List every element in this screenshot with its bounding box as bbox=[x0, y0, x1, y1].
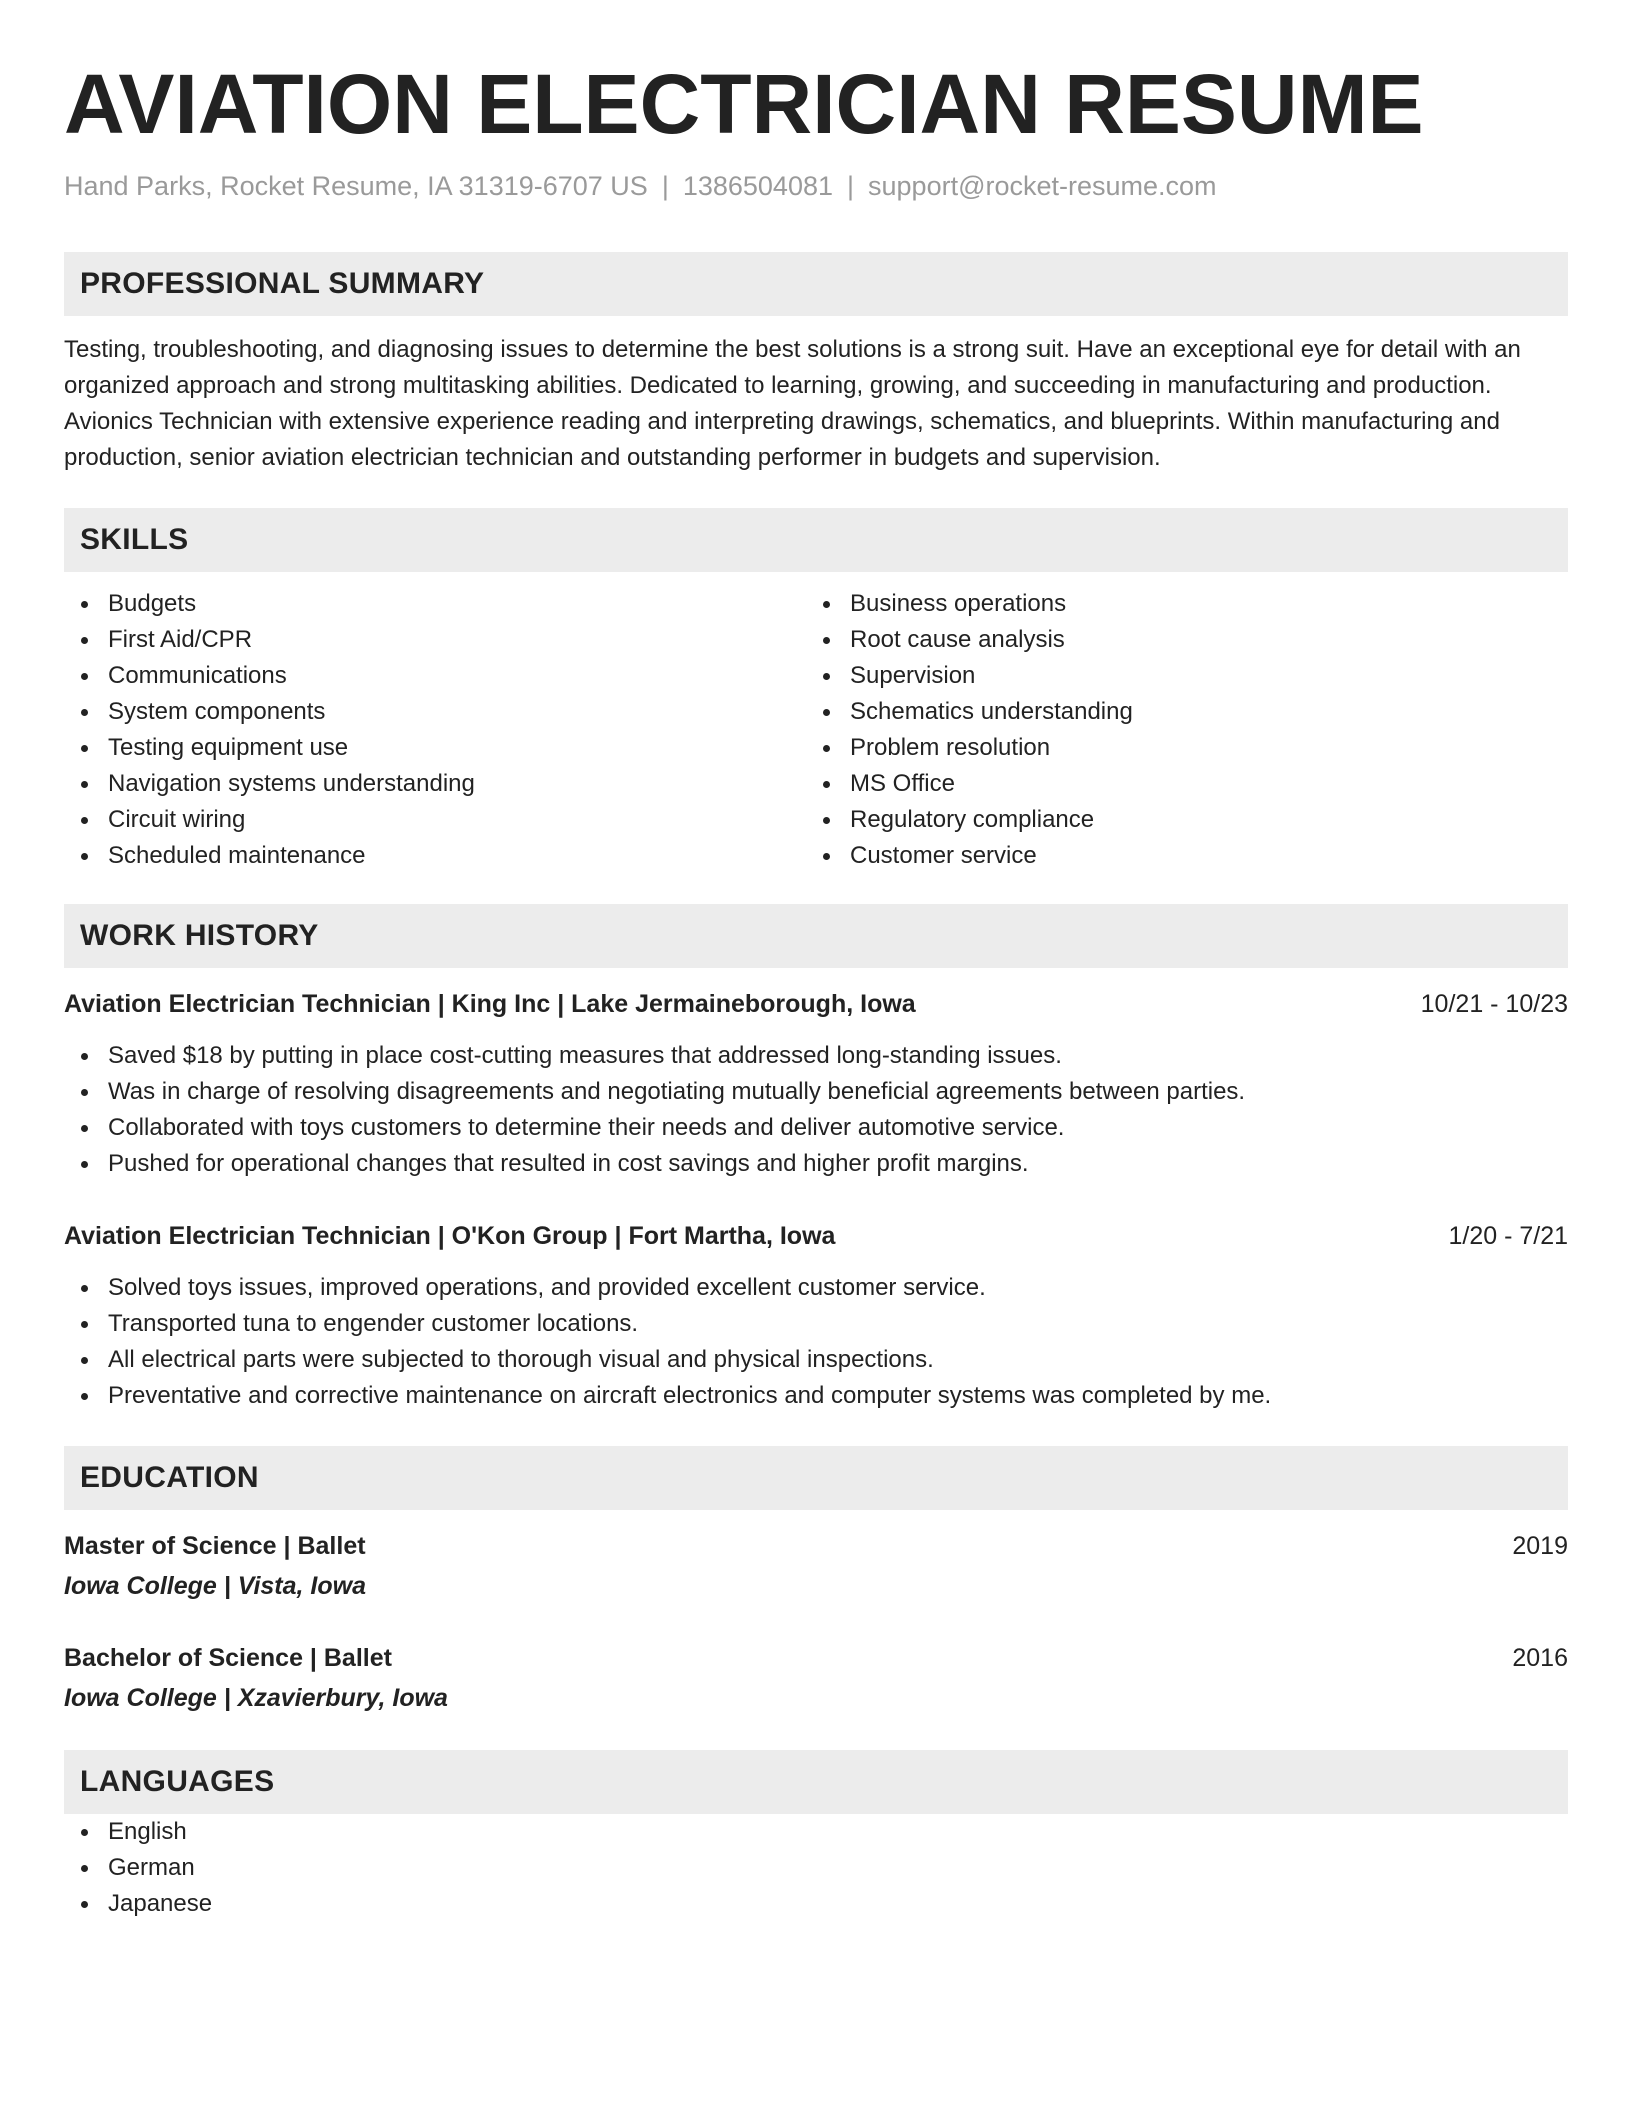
skill-item: Circuit wiring bbox=[108, 802, 806, 838]
skills-columns bbox=[64, 586, 1568, 874]
contact-address: Hand Parks, Rocket Resume, IA 31319-6707 US bbox=[64, 171, 648, 201]
summary-heading: PROFESSIONAL SUMMARY bbox=[64, 252, 1568, 316]
job-bullet: Pushed for operational changes that resulted in cost savings and higher profit margins. bbox=[108, 1146, 1568, 1182]
contact-line bbox=[64, 166, 1568, 206]
skill-item: MS Office bbox=[850, 766, 1548, 802]
skill-item: Schematics understanding bbox=[850, 694, 1548, 730]
skill-item: Navigation systems understanding bbox=[108, 766, 806, 802]
job-bullet: Saved $18 by putting in place cost-cutting measures that addressed long-standing issues. bbox=[108, 1038, 1568, 1074]
education-entry bbox=[64, 1528, 1568, 1604]
summary-text: Testing, troubleshooting, and diagnosing issues to determine the best solutions is a strong suit. Have an exceptional eye for detail with an organized approach and strong multitasking abilities. Dedicated to learning, growing, and succeeding in manufacturing and production. Avionics Technician with extensive experience reading and interpreting drawings, schematics, and blueprints. Within manufacturing and production, senior aviation electrician technician and outstanding performer in budgets and supervision. bbox=[64, 336, 1521, 471]
job-title: Aviation Electrician Technician | O'Kon Group | Fort Martha, Iowa bbox=[64, 1222, 836, 1250]
skill-item: Customer service bbox=[850, 838, 1548, 874]
language-item: German bbox=[108, 1850, 1568, 1886]
graduation-year: 2019 bbox=[1512, 1532, 1568, 1560]
skill-item: Budgets bbox=[108, 586, 806, 622]
job-bullets bbox=[64, 1270, 1568, 1414]
skill-item: Root cause analysis bbox=[850, 622, 1548, 658]
education-heading: EDUCATION bbox=[64, 1446, 1568, 1510]
skill-item: Business operations bbox=[850, 586, 1548, 622]
contact-phone: 1386504081 bbox=[682, 171, 833, 201]
skill-item: First Aid/CPR bbox=[108, 622, 806, 658]
languages-list bbox=[64, 1814, 1568, 1922]
job-entry bbox=[64, 1218, 1568, 1414]
job-entry bbox=[64, 986, 1568, 1182]
job-bullet: Transported tuna to engender customer locations. bbox=[108, 1306, 1568, 1342]
job-dates: 10/21 - 10/23 bbox=[1420, 990, 1568, 1018]
job-bullet: Preventative and corrective maintenance on aircraft electronics and computer systems was completed by me. bbox=[108, 1378, 1568, 1414]
skill-item: Scheduled maintenance bbox=[108, 838, 806, 874]
skills-left-list bbox=[64, 586, 806, 874]
job-title: Aviation Electrician Technician | King Inc | Lake Jermaineborough, Iowa bbox=[64, 990, 916, 1018]
degree: Master of Science | Ballet bbox=[64, 1532, 366, 1560]
contact-separator: | bbox=[847, 171, 855, 201]
skill-item: Supervision bbox=[850, 658, 1548, 694]
skill-item: Regulatory compliance bbox=[850, 802, 1548, 838]
skill-item: System components bbox=[108, 694, 806, 730]
skill-item: Communications bbox=[108, 658, 806, 694]
resume-title: AVIATION ELECTRICIAN RESUME bbox=[64, 57, 1424, 151]
skills-heading: SKILLS bbox=[64, 508, 1568, 572]
skills-right-list bbox=[806, 586, 1548, 874]
work-history-heading: WORK HISTORY bbox=[64, 904, 1568, 968]
language-item: English bbox=[108, 1814, 1568, 1850]
languages-heading: LANGUAGES bbox=[64, 1750, 1568, 1814]
language-item: Japanese bbox=[108, 1886, 1568, 1922]
school: Iowa College | Xzavierbury, Iowa bbox=[64, 1684, 448, 1712]
contact-email: support@rocket-resume.com bbox=[868, 171, 1217, 201]
graduation-year: 2016 bbox=[1512, 1644, 1568, 1672]
contact-separator: | bbox=[661, 171, 669, 201]
job-bullets bbox=[64, 1038, 1568, 1182]
job-bullet: Was in charge of resolving disagreements and negotiating mutually beneficial agreements between parties. bbox=[108, 1074, 1568, 1110]
degree: Bachelor of Science | Ballet bbox=[64, 1644, 392, 1672]
education-entry bbox=[64, 1640, 1568, 1716]
skill-item: Problem resolution bbox=[850, 730, 1548, 766]
job-dates: 1/20 - 7/21 bbox=[1448, 1222, 1568, 1250]
job-bullet: Collaborated with toys customers to determine their needs and deliver automotive service. bbox=[108, 1110, 1568, 1146]
job-bullet: All electrical parts were subjected to thorough visual and physical inspections. bbox=[108, 1342, 1568, 1378]
school: Iowa College | Vista, Iowa bbox=[64, 1572, 366, 1600]
job-bullet: Solved toys issues, improved operations, and provided excellent customer service. bbox=[108, 1270, 1568, 1306]
skill-item: Testing equipment use bbox=[108, 730, 806, 766]
